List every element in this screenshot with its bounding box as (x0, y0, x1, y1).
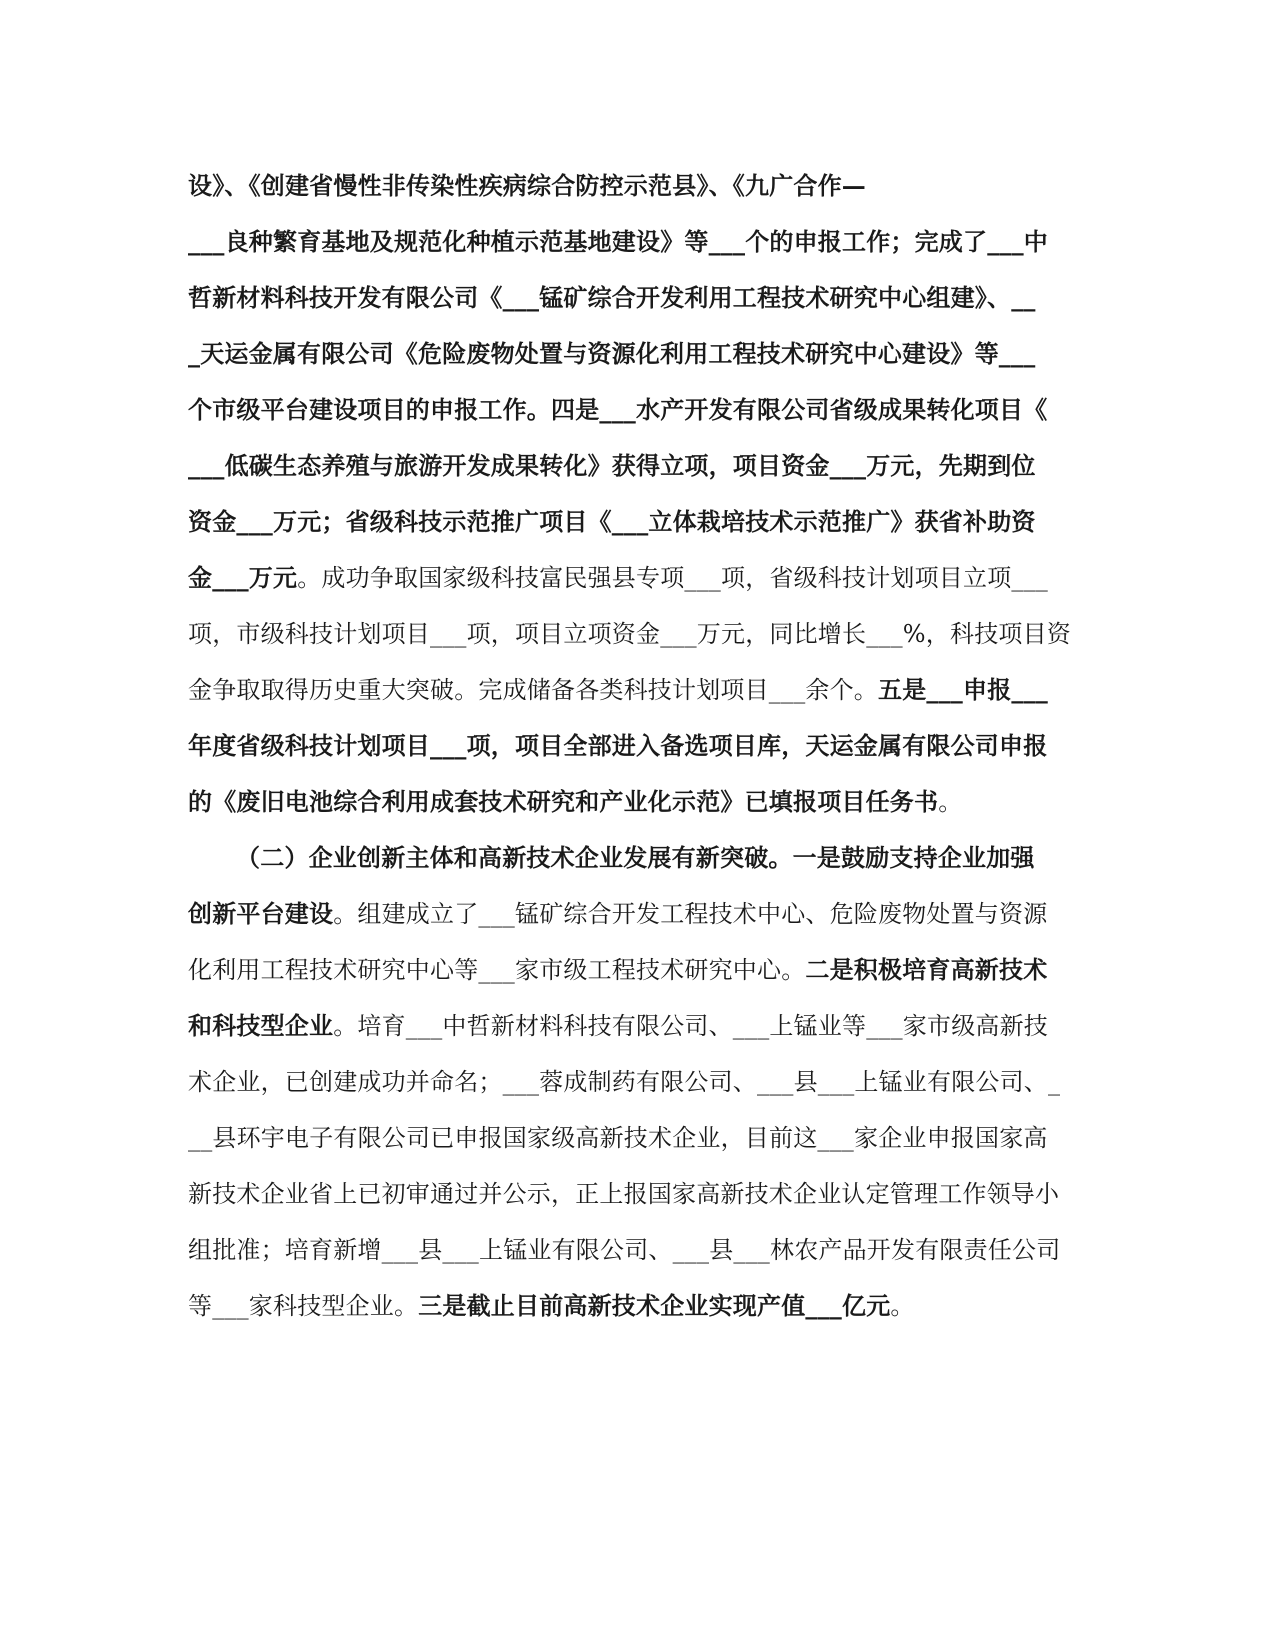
text-line (188, 502, 1083, 542)
text-run: __县环宇电子有限公司已申报国家级高新技术企业，目前这___家企业申报国家高 (188, 1124, 1048, 1152)
text-run: 个市级平台建设项目的申报工作。四是___水产开发有限公司省级成果转化项目《 (188, 395, 1048, 424)
text-run: 。培育___中哲新材料科技有限公司、___上锰业等___家市级高新技 (333, 1012, 1049, 1040)
text-run: 设》、《创建省慢性非传染性疾病综合防控示范县》、《九广合作— (188, 171, 866, 200)
text-line (188, 782, 1083, 822)
text-line (188, 390, 1083, 430)
text-run: 等___家科技型企业。 (188, 1292, 419, 1320)
text-line (188, 1286, 1083, 1326)
text-run: _天运金属有限公司《危险废物处置与资源化利用工程技术研究中心建设》等___ (188, 339, 1036, 368)
text-run: 三是截止目前高新技术企业实现产值___亿元 (418, 1291, 891, 1320)
text-run: 年度省级科技计划项目___项，项目全部进入备选项目库，天运金属有限公司申报 (188, 731, 1048, 760)
text-line (188, 1230, 1083, 1270)
text-line (188, 670, 1083, 710)
text-run: 的《废旧电池综合利用成套技术研究和产业化示范》已填报项目任务书 (188, 787, 939, 816)
text-run: 金___万元 (188, 563, 298, 592)
text-run: ___良种繁育基地及规范化种植示范基地建设》等___个的申报工作；完成了___中 (188, 227, 1048, 256)
text-run: 五是___申报___ (878, 675, 1048, 704)
text-line (188, 1062, 1083, 1102)
text-run: 新技术企业省上已初审通过并公示，正上报国家高新技术企业认定管理工作领导小 (188, 1180, 1060, 1208)
text-run: 。 (938, 788, 963, 816)
text-run: 术企业，已创建成功并命名；___蓉成制药有限公司、___县___上锰业有限公司、_ (188, 1068, 1061, 1096)
text-line (188, 1118, 1083, 1158)
text-run: 。组建成立了___锰矿综合开发工程技术中心、危险废物处置与资源 (333, 900, 1048, 928)
text-line (188, 334, 1083, 374)
text-line (236, 838, 1083, 878)
text-line (188, 1174, 1083, 1214)
text-run: 哲新材料科技开发有限公司《___锰矿综合开发利用工程技术研究中心组建》、__ (188, 283, 1036, 312)
text-run: 。 (890, 1292, 915, 1320)
text-run: 。成功争取国家级科技富民强县专项___项，省级科技计划项目立项___ (297, 564, 1049, 592)
text-line (188, 726, 1083, 766)
text-line (188, 278, 1083, 318)
text-run: 项，市级科技计划项目___项，项目立项资金___万元，同比增长___%，科技项目资 (188, 620, 1072, 648)
text-run: 组批准；培育新增___县___上锰业有限公司、___县___林农产品开发有限责任公司 (188, 1236, 1061, 1264)
text-run: 金争取取得历史重大突破。完成储备各类科技计划项目___余个。 (188, 676, 878, 704)
text-line (188, 894, 1083, 934)
text-line (188, 222, 1083, 262)
text-run: ___低碳生态养殖与旅游开发成果转化》获得立项，项目资金___万元，先期到位 (188, 451, 1036, 480)
text-run: 创新平台建设 (188, 899, 334, 928)
text-line (188, 446, 1083, 486)
text-run: 化利用工程技术研究中心等___家市级工程技术研究中心。 (188, 956, 806, 984)
text-run: （二）企业创新主体和高新技术企业发展有新突破。一是鼓励支持企业加强 (236, 843, 1035, 872)
text-run: 资金___万元；省级科技示范推广项目《___立体栽培技术示范推广》获省补助资 (188, 507, 1036, 536)
text-line (188, 1006, 1083, 1046)
text-line (188, 166, 1083, 206)
text-line (188, 614, 1083, 654)
text-run: 二是积极培育高新技术 (805, 955, 1048, 984)
text-run: 和科技型企业 (188, 1011, 334, 1040)
text-line (188, 558, 1083, 598)
text-line (188, 950, 1083, 990)
